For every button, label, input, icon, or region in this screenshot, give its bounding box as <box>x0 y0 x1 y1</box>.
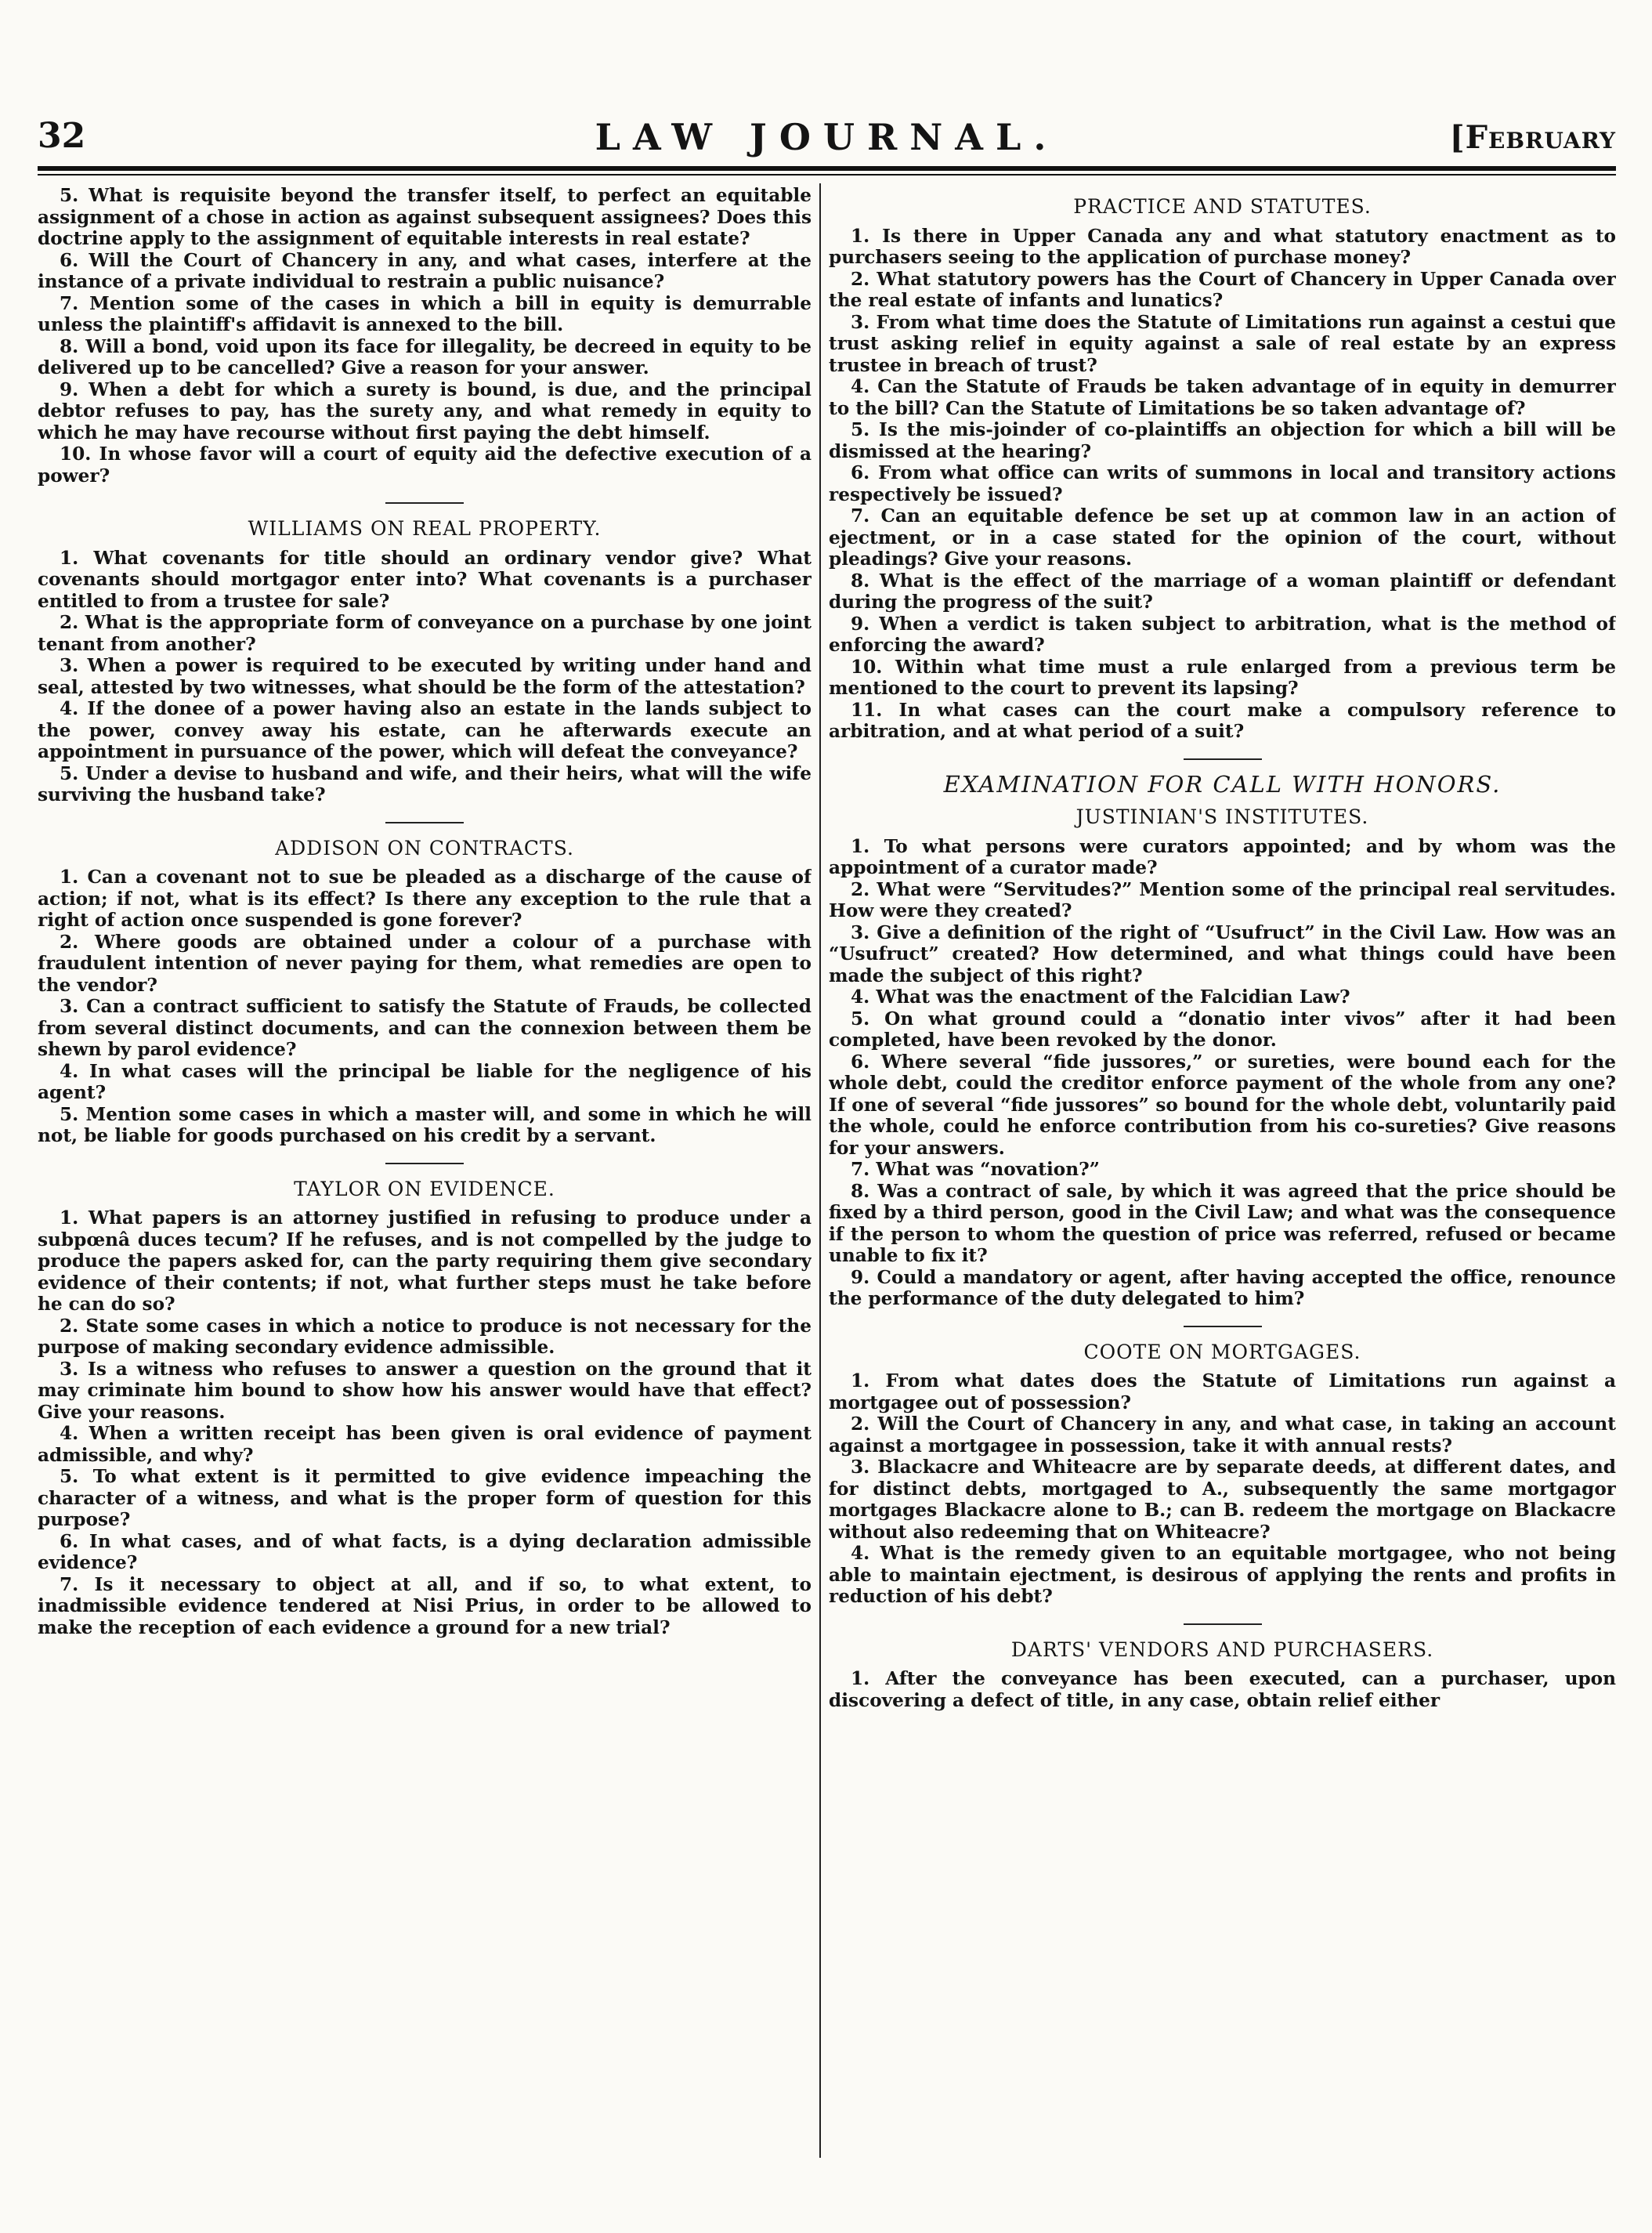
exam-section <box>38 518 812 806</box>
right-sections-before <box>829 196 1616 743</box>
question-item: 4. What was the enactment of the Falcidian Law? <box>851 986 1350 1008</box>
section-title: DARTS' VENDORS AND PURCHASERS. <box>1010 1638 1434 1661</box>
left-sections <box>38 502 812 1638</box>
question-item: 3. Blackacre and Whiteacre are by separate deeds, at different dates, and for distinct debts, mortgaged to A., subsequently the same mortgagor mortgages Blackacre alone to B.; can B. redeem the mortgage on Blackacre without also redeeming that on Whiteacre? <box>829 1457 1616 1543</box>
section-title: COOTE ON MORTGAGES. <box>1083 1340 1361 1363</box>
page-number: 32 <box>38 116 86 156</box>
question-item: 4. If the donee of a power having also an estate in the lands subject to the power, convey away his estate, can he afterwards execute an appointment in pursuance of the power, which will defeat the conveyance? <box>38 698 812 762</box>
section-title: JUSTINIAN'S INSTITUTES. <box>1075 805 1369 828</box>
question-item: 6. In what cases, and of what facts, is a dying declaration admissible evidence? <box>38 1530 812 1573</box>
exam-section <box>829 196 1616 743</box>
question-item: 4. In what cases will the principal be liable for the negligence of his agent? <box>38 1060 812 1103</box>
question-item: 5. To what extent is it permitted to give evidence impeaching the character of a witness, and what is the proper form of question for this purpose? <box>38 1466 812 1530</box>
question-item: 5. Is the mis-joinder of co-plaintiffs an objection for which a bill will be dismissed at the hearing? <box>829 419 1616 462</box>
question-item: 1. To what persons were curators appointed; and by whom was the appointment of a curator made? <box>829 835 1616 878</box>
question-item: 9. When a debt for which a surety is bound, is due, and the principal debtor refuses to pay, has the surety any, and what remedy in equity to which he may have recourse without first paying the debt himself. <box>38 378 812 443</box>
question-item: 2. Where goods are obtained under a colour of a purchase with fraudulent intention of never paying for them, what remedies are open to the vendor? <box>38 931 812 996</box>
question-item: 11. In what cases can the court make a compulsory reference to arbitration, and at what period of a suit? <box>829 699 1616 742</box>
question-item: 8. Will a bond, void upon its face for illegality, be decreed in equity to be delivered up to be cancelled? Give a reason for your answer. <box>38 335 812 378</box>
question-item: 3. When a power is required to be executed by writing under hand and seal, attested by two witnesses, what should be the form of the attestation? <box>38 655 812 698</box>
left-column <box>38 185 812 2191</box>
question-item: 2. What is the appropriate form of conveyance on a purchase by one joint tenant from another? <box>38 612 812 655</box>
question-item: 1. What papers is an attorney justified in refusing to produce under a subpœnâ duces tecum? If he refuses, and is not compelled by the judge to produce the papers asked for, can the party requiring them give secondary evidence of their contents; if not, what further steps must he take before he can do so? <box>38 1207 812 1315</box>
right-sections-after <box>829 806 1616 1711</box>
question-item: 5. What is requisite beyond the transfer itself, to perfect an equitable assignment of a chose in action as against subsequent assignees? Does this doctrine apply to the assignment of equitable interests in real estate? <box>38 185 812 249</box>
question-item: 3. Is a witness who refuses to answer a question on the ground that it may criminate him bound to show how his answer would have that effect? Give your reasons. <box>38 1358 812 1423</box>
question-item: 10. In whose favor will a court of equity aid the defective execution of a power? <box>38 443 812 487</box>
question-item: 1. Is there in Upper Canada any and what statutory enactment as to purchasers seeing to the application of purchase money? <box>829 225 1616 268</box>
question-item: 5. On what ground could a “donatio inter vivos” after it had been completed, have been revoked by the donor. <box>829 1008 1616 1051</box>
question-item: 7. Is it necessary to object at all, and if so, to what extent, to inadmissible evidence tendered at Nisi Prius, in order to be allowed to make the reception of each evidence a ground for a new trial? <box>38 1573 812 1638</box>
page-header <box>38 116 1616 171</box>
section-divider <box>385 822 464 823</box>
section-divider <box>385 1163 464 1164</box>
exam-section <box>38 1178 812 1639</box>
month-label: [February <box>1449 119 1616 156</box>
section-divider <box>1184 758 1262 760</box>
question-item: 9. When a verdict is taken subject to arbitration, what is the method of enforcing the award? <box>829 613 1616 656</box>
journal-title: LAW JOURNAL. <box>595 116 1059 158</box>
section-title: ADDISON ON CONTRACTS. <box>275 836 574 860</box>
question-item: 3. Can a contract sufficient to satisfy the Statute of Frauds, be collected from several distinct documents, and can the connexion between them be shewn by parol evidence? <box>38 996 812 1060</box>
exam-section <box>38 838 812 1147</box>
question-item: 2. What statutory powers has the Court of Chancery in Upper Canada over the real estate of infants and lunatics? <box>829 268 1616 311</box>
question-item: 7. Can an equitable defence be set up at common law in an action of ejectment, or in a case stated for the opinion of the court, without pleadings? Give your reasons. <box>829 505 1616 570</box>
continued-questions <box>38 185 812 487</box>
question-item: 2. Will the Court of Chancery in any, and what case, in taking an account against a mortgagee in possession, take it with annual rests? <box>829 1413 1616 1457</box>
question-item: 1. From what dates does the Statute of Limitations run against a mortgagee out of possession? <box>829 1370 1616 1413</box>
question-item: 1. Can a covenant not to sue be pleaded as a discharge of the cause of action; if not, what is its effect? Is there any exception to the rule that a right of action once suspended is gone forever? <box>38 867 812 931</box>
question-item: 8. Was a contract of sale, by which it was agreed that the price should be fixed by a third person, good in the Civil Law; and what was the consequence if the person to whom the question of price was referred, refused or became unable to fix it? <box>829 1180 1616 1266</box>
question-item: 1. What covenants for title should an ordinary vendor give? What covenants should mortgagor enter into? What covenants is a purchaser entitled to from a trustee for sale? <box>38 547 812 612</box>
question-item: 4. When a written receipt has been given is oral evidence of payment admissible, and why? <box>38 1423 812 1466</box>
question-item: 5. Under a devise to husband and wife, and their heirs, what will the wife surviving the husband take? <box>38 762 812 805</box>
question-item: 3. From what time does the Statute of Limitations run against a cestui que trust asking relief in equity against a sale of real estate by an express trustee in breach of trust? <box>829 311 1616 376</box>
question-item: 7. What was “novation?” <box>851 1159 1101 1180</box>
question-item: 4. Can the Statute of Frauds be taken advantage of in equity in demurrer to the bill? Can the Statute of Limitations be so taken advantage of? <box>829 376 1616 419</box>
question-item: 1. After the conveyance has been executed, can a purchaser, upon discovering a defect of title, in any case, obtain relief either <box>829 1668 1616 1711</box>
exam-section <box>829 1341 1616 1608</box>
question-item: 5. Mention some cases in which a master will, and some in which he will not, be liable for goods purchased on his credit by a servant. <box>38 1103 812 1146</box>
question-item: 8. What is the effect of the marriage of a woman plaintiff or defendant during the progress of the suit? <box>829 570 1616 613</box>
question-item: 9. Could a mandatory or agent, after having accepted the office, renounce the performance of the duty delegated to him? <box>829 1266 1616 1309</box>
exam-section <box>829 806 1616 1310</box>
section-divider <box>1184 1326 1262 1327</box>
question-item: 10. Within what time must a rule enlarged from a previous term be mentioned to the court to prevent its lapsing? <box>829 656 1616 699</box>
section-title: WILLIAMS ON REAL PROPERTY. <box>248 517 602 540</box>
section-divider <box>385 502 464 504</box>
question-item: 7. Mention some of the cases in which a bill in equity is demurrable unless the plaintiff's affidavit is annexed to the bill. <box>38 292 812 335</box>
question-item: 4. What is the remedy given to an equitable mortgagee, who not being able to maintain ejectment, is desirous of applying the rents and profits in reduction of his debt? <box>829 1543 1616 1607</box>
question-item: 6. Where several “fide jussores,” or sureties, were bound each for the whole debt, could the creditor enforce payment of the whole from any one? If one of several “fide jussores” so bound for the whole debt, voluntarily paid the whole, could he enforce contribution from his co-sureties? Give reasons for your answers. <box>829 1051 1616 1159</box>
column-divider <box>819 183 821 2158</box>
question-item: 3. Give a definition of the right of “Usufruct” in the Civil Law. How was an “Usufruct” created? How determined, and what things could have been made the subject of this right? <box>829 921 1616 986</box>
question-item: 6. Will the Court of Chancery in any, and what cases, interfere at the instance of a private individual to restrain a public nuisance? <box>38 249 812 292</box>
exam-section <box>829 1639 1616 1712</box>
honors-subheading: EXAMINATION FOR CALL WITH HONORS. <box>943 770 1502 798</box>
section-divider <box>1184 1623 1262 1625</box>
question-item: 2. State some cases in which a notice to produce is not necessary for the purpose of making secondary evidence admissible. <box>38 1315 812 1358</box>
header-rule-thin <box>38 174 1616 176</box>
question-item: 6. From what office can writs of summons in local and transitory actions respectively be issued? <box>829 462 1616 505</box>
section-title: PRACTICE AND STATUTES. <box>1073 195 1372 218</box>
section-title: TAYLOR ON EVIDENCE. <box>294 1177 555 1200</box>
right-column <box>829 185 1616 2191</box>
header-rule <box>38 166 1616 171</box>
question-item: 2. What were “Servitudes?” Mention some of the principal real servitudes. How were they created? <box>829 878 1616 921</box>
